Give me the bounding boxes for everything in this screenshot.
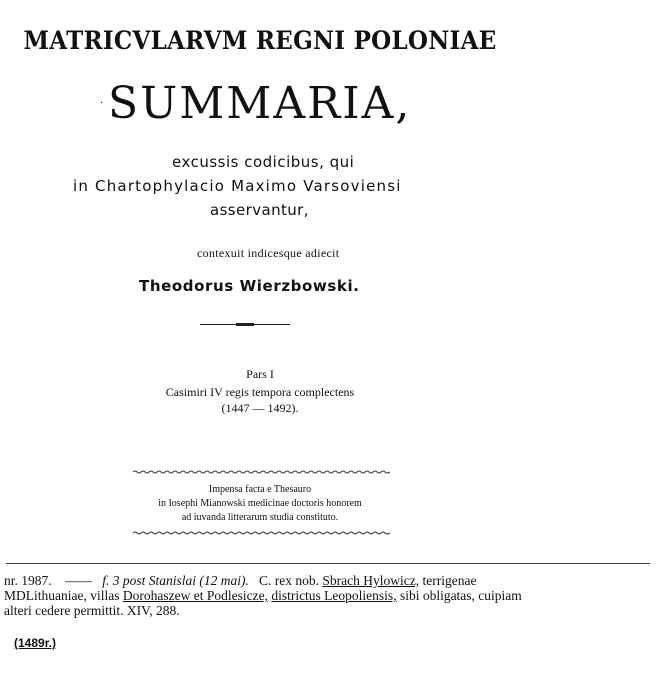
record-line-1 (4, 573, 652, 588)
wavy-rule-top (133, 470, 390, 474)
section-divider (6, 563, 650, 564)
ornamental-rule (200, 323, 290, 326)
record-number: nr. 1987. (4, 573, 52, 588)
impensa-line-3: ad iuvanda litterarum studia constituto. (181, 512, 339, 523)
title-line-contexuit: contexuit indicesque adiecit (197, 246, 340, 260)
decorative-dot: · (100, 98, 104, 109)
volume-subtitle: Casimiri IV regis tempora complectens (165, 385, 355, 399)
record-line-2 (4, 588, 652, 603)
record-date: f. 3 post Stanislai (12 mai). (102, 573, 249, 588)
title-line-chartophylacio: in Chartophylacio Maximo Varsoviensi (73, 177, 402, 195)
record-dash: —— (65, 573, 93, 588)
record-line-3 (4, 603, 652, 618)
author-name: Theodorus Wierzbowski. (139, 277, 360, 295)
title-line-asservantur: asservantur, (210, 201, 309, 219)
record-villas: Dorohaszew et Podlesicze, (122, 588, 268, 603)
pars-label: Pars I (246, 367, 274, 381)
record-text-3: alteri cedere permittit. XIV, 288. (4, 603, 180, 618)
title-line-excussis: excussis codicibus, qui (172, 153, 355, 171)
wavy-rule-bottom (133, 531, 390, 535)
title-line-summaria: SUMMARIA, (108, 78, 412, 129)
record-text-2a: MDLithuaniae, villas (4, 588, 120, 603)
record-text-2b: sibi obligatas, cuipiam (399, 588, 522, 603)
year-label: (1489r.) (14, 636, 57, 650)
record-text-1a: C. rex nob. (259, 573, 320, 588)
year-range: (1447 — 1492). (221, 401, 299, 415)
record-text-1b: terrigenae (422, 573, 477, 588)
record-person-name: Sbrach Hylowicz, (322, 573, 420, 588)
record-districtus: districtus Leopoliensis, (271, 588, 397, 603)
impensa-line-1: Impensa facta e Thesauro (208, 484, 312, 495)
title-line-matricularum: MATRICVLARVM REGNI POLONIAE (23, 26, 497, 55)
impensa-line-2: in Iosephi Mianowski medicinae doctoris honorem (158, 498, 362, 509)
